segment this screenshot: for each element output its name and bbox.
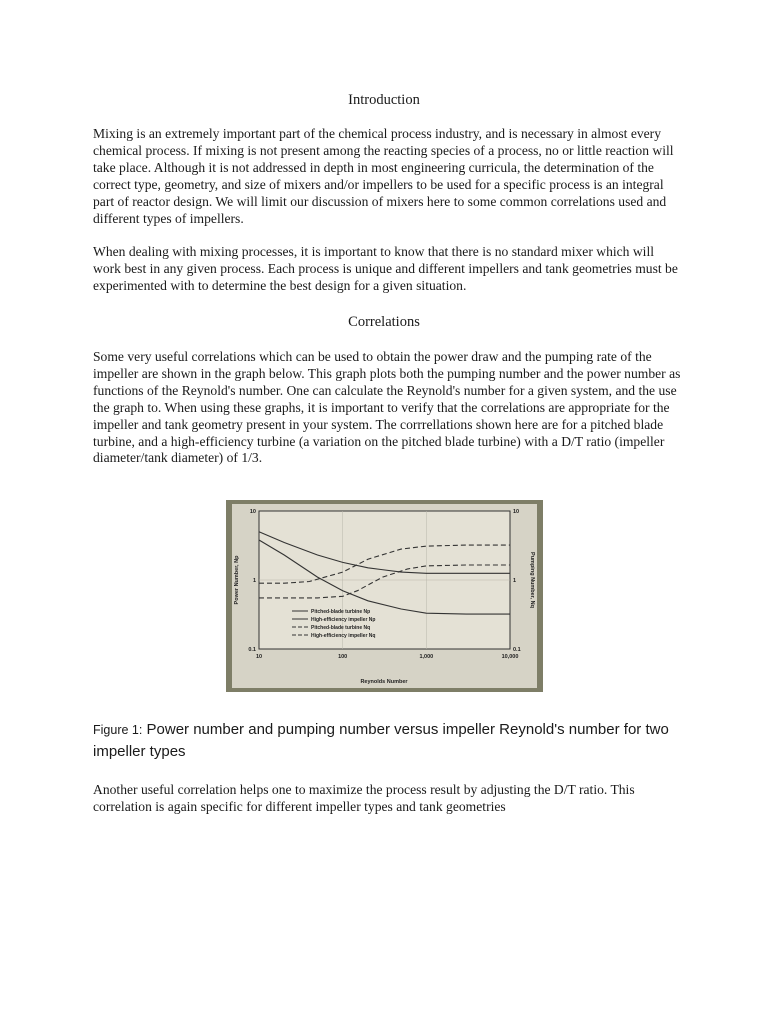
figure-1-chart bbox=[226, 500, 543, 692]
legend-label-he-np: High-efficiency impeller Np bbox=[311, 617, 376, 623]
introduction-heading: Introduction bbox=[348, 92, 420, 108]
y-tick-label-left: 10 bbox=[249, 509, 256, 515]
x-tick-label: 1,000 bbox=[419, 654, 434, 660]
closing-paragraph: Another useful correlation helps one to maximize the process result by adjusting the D/T ratio. This correlation is again specific for different impeller types and tank geometries bbox=[93, 782, 635, 814]
y-tick-label-right: 1 bbox=[513, 578, 517, 584]
x-axis-label: Reynolds Number bbox=[360, 679, 408, 685]
introduction-paragraph-2: When dealing with mixing processes, it is important to know that there is no standard mixer which will work best in any given process. Each process is unique and different impellers and tank geometries must be experimented with to determine the best design for a given situation. bbox=[93, 244, 678, 293]
legend-label-he-nq: High-efficiency impeller Nq bbox=[311, 633, 376, 639]
y-axis-label-left: Power Number, Np bbox=[234, 555, 240, 605]
y-tick-label-left: 1 bbox=[252, 578, 256, 584]
x-tick-label: 10,000 bbox=[501, 654, 519, 660]
x-tick-label: 100 bbox=[338, 654, 348, 660]
chart-svg bbox=[226, 500, 543, 692]
correlations-paragraph: Some very useful correlations which can be used to obtain the power draw and the pumping rate of the impeller are shown in the graph below. This graph plots both the pumping number and the power number as functions of the Reynold's number. One can calculate the Reynold's number for a given system, and the use the graph to. When using these graphs, it is important to verify that the correlations are appropriate for the impeller and tank geometry present in your system. The corrrellations shown here are for a pitched blade turbine, and a high-efficiency turbine (a variation on the pitched blade turbine) with a D/T ratio (impeller diameter/tank diameter) of 1/3. bbox=[93, 349, 681, 466]
legend-label-pbt-nq: Pitched-blade turbine Nq bbox=[311, 625, 371, 631]
legend-label-pbt-np: Pitched-blade turbine Np bbox=[311, 609, 371, 615]
introduction-paragraph-1: Mixing is an extremely important part of the chemical process industry, and is necessary in almost every chemical process. If mixing is not present among the reacting species of a process, no or little reaction will take place. Although it is not addressed in depth in most engineering curricula, the determination of the correct type, geometry, and size of mixers and/or impellers to be used for a specific process is an integral part of reactor design. We will limit our discussion of mixers here to some common correlations used and different types of impellers. bbox=[93, 126, 674, 226]
y-tick-label-right: 10 bbox=[513, 509, 520, 515]
y-tick-label-right: 0.1 bbox=[513, 647, 521, 653]
figure-caption-label: Figure 1: bbox=[93, 723, 143, 737]
figure-caption-text: Power number and pumping number versus impeller Reynold's number for two impeller types bbox=[93, 721, 669, 760]
correlations-heading: Correlations bbox=[348, 314, 420, 330]
x-tick-label: 10 bbox=[255, 654, 263, 660]
figure-caption bbox=[93, 719, 693, 763]
y-axis-label-right: Pumping Number, Nq bbox=[529, 552, 535, 608]
y-tick-label-left: 0.1 bbox=[248, 647, 256, 653]
